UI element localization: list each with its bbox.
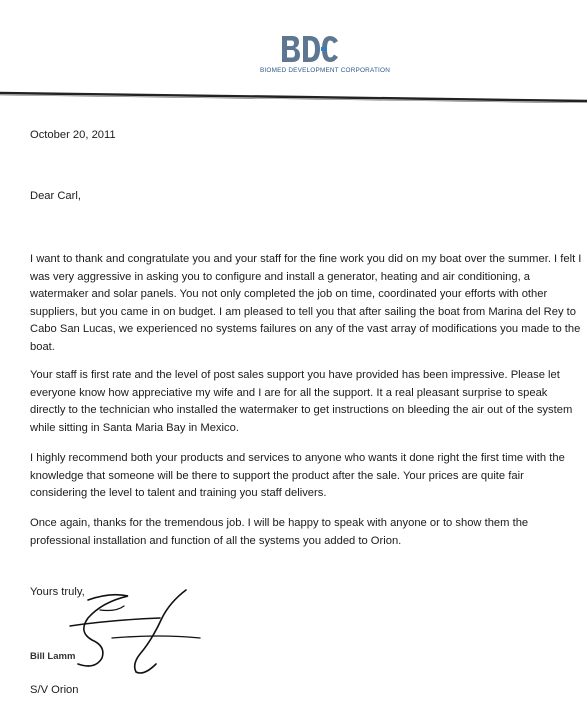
body-paragraph: I want to thank and congratulate you and your staff for the fine work you did on my boat over the summer. I felt I was very aggressive in asking you to configure and install a generator, heating and air conditioning, a watermaker and solar panels. You not only completed the job on time, coordinated your efforts with other suppliers, but you came in on budget. I am pleased to tell you that after sailing the boat from Marina del Rey to Cabo San Lucas, we experienced no systems failures on any of the vast array of modifications you made to the boat. <box>30 253 582 353</box>
letter-date: October 20, 2011 <box>30 129 116 141</box>
closing: Yours truly, <box>30 586 85 598</box>
company-name: BIOMED DEVELOPMENT CORPORATION <box>259 67 391 74</box>
letterhead-divider <box>0 91 587 103</box>
handwritten-signature <box>40 588 210 678</box>
signer-vessel: S/V Orion <box>30 684 79 696</box>
body-paragraph: I highly recommend both your products and services to anyone who wants it done right the first time with the knowledge that someone will be there to support the product after the sale. Your prices are quite fair considering the level to talent and training you staff delivers. <box>30 452 565 500</box>
signer-name: Bill Lamm <box>30 651 76 662</box>
body-paragraph: Once again, thanks for the tremendous job. I will be happy to speak with anyone or to show them the professional installation and function of all the systems you added to Orion. <box>30 517 529 547</box>
salutation: Dear Carl, <box>30 190 81 202</box>
body-paragraph: Your staff is first rate and the level of post sales support you have provided has been impressive. Please let everyone know how appreciative my wife and I are for all the support. It a real pleasant surprise to speak directly to the technician who installed the watermaker to get instructions on bleeding the air out of the system while sitting in Santa Maria Bay in Mexico. <box>30 369 573 434</box>
bdc-logo-mark <box>280 34 340 64</box>
company-logo <box>259 34 391 80</box>
